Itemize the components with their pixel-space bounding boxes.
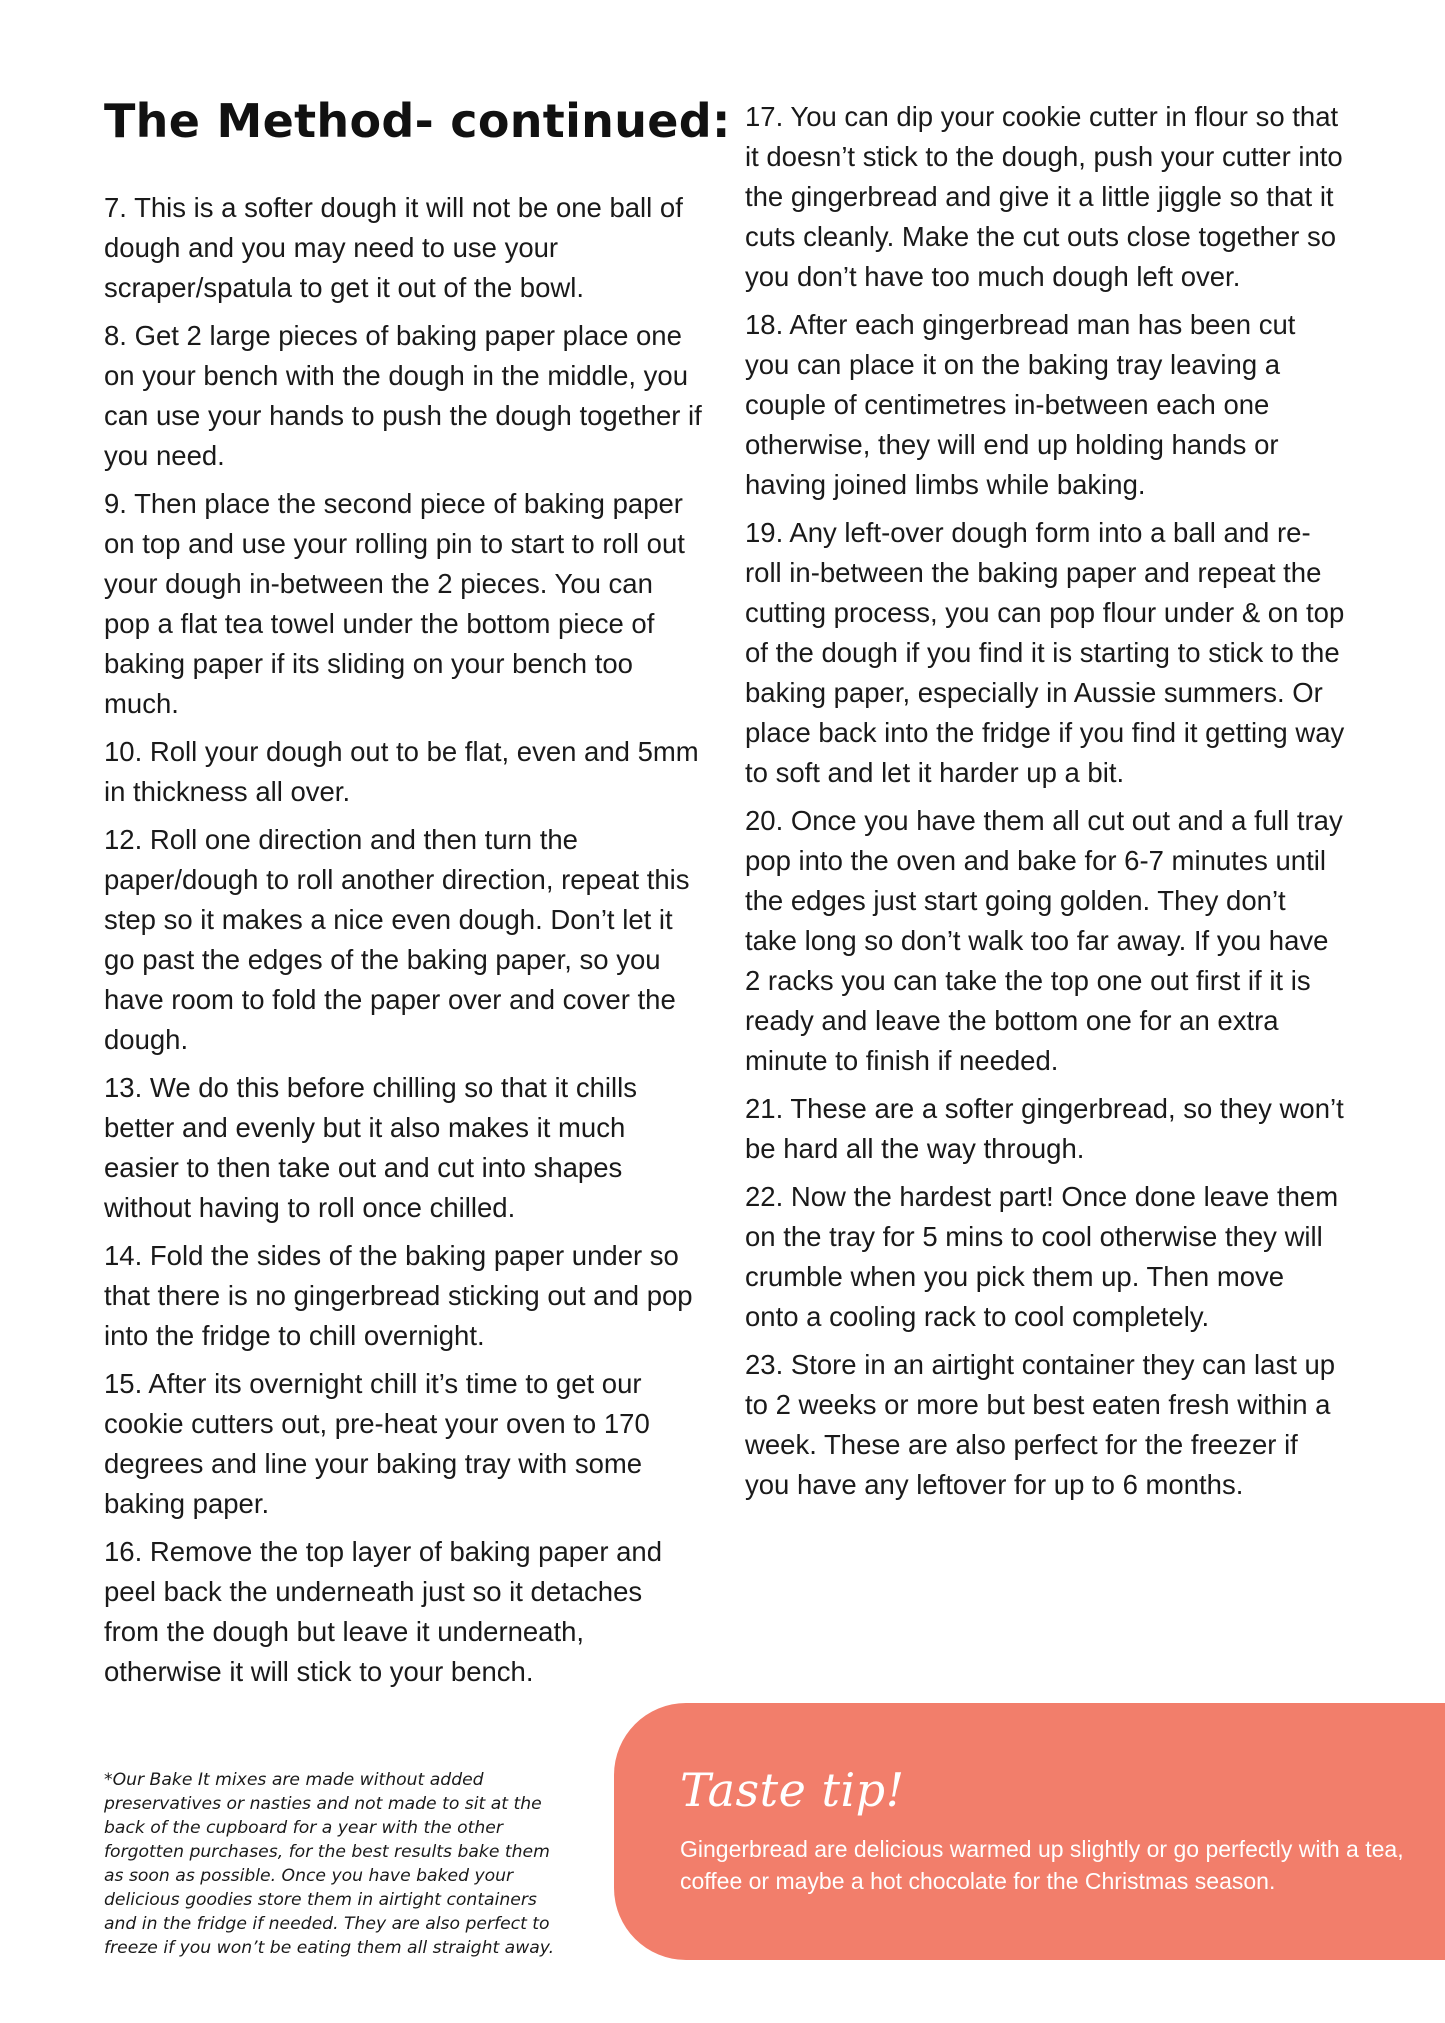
step-14: 14. Fold the sides of the baking paper under so that there is no gingerbread sticking out and pop into the fridge to chill overnight.: [104, 1240, 693, 1351]
footnote: *Our Bake It mixes are made without added preservatives or nasties and not made to sit at the back of the cupboard for a year with the other forgotten purchases, for the best results bake them as soon as possible. Once you have baked your delicious goodies store them in airtight containers and in the fridge if needed. They are also perfect to freeze if you won’t be eating them all straight away.: [104, 1770, 555, 1958]
step-15: 15. After its overnight chill it’s time to get our cookie cutters out, pre-heat your oven to 170 degrees and line your baking tray with some baking paper.: [104, 1368, 650, 1519]
step-21: 21. These are a softer gingerbread, so they won’t be hard all the way through.: [745, 1093, 1344, 1164]
step-10: 10. Roll your dough out to be flat, even and 5mm in thickness all over.: [104, 736, 699, 807]
taste-tip-text: Gingerbread are delicious warmed up slightly or go perfectly with a tea, coffee or maybe a hot chocolate for the Christmas season.: [680, 1836, 1404, 1894]
step-22: 22. Now the hardest part! Once done leave them on the tray for 5 mins to cool otherwise they will crumble when you pick them up. Then move onto a cooling rack to cool completely.: [745, 1181, 1339, 1332]
step-19: 19. Any left-over dough form into a ball and re-roll in-between the baking paper and repeat the cutting process, you can pop flour under & on top of the dough if you find it is starting to stick to the baking paper, especially in Aussie summers. Or place back into the fridge if you find it getting way to soft and let it harder up a bit.: [745, 517, 1345, 788]
step-17: 17. You can dip your cookie cutter in flour so that it doesn’t stick to the dough, push your cutter into the gingerbread and give it a little jiggle so that it cuts cleanly. Make the cut outs close together so you don’t have too much dough left over.: [745, 101, 1343, 292]
step-18: 18. After each gingerbread man has been cut you can place it on the baking tray leaving a couple of centimetres in-between each one otherwise, they will end up holding hands or having joined limbs while baking.: [745, 309, 1296, 500]
step-12: 12. Roll one direction and then turn the paper/dough to roll another direction, repeat this step so it makes a nice even dough. Don’t let it go past the edges of the baking paper, so you have room to fold the paper over and cover the dough.: [104, 824, 690, 1055]
taste-tip-title: Taste tip!: [680, 1763, 905, 1817]
step-16: 16. Remove the top layer of baking paper and peel back the underneath just so it detaches from the dough but leave it underneath, otherwise it will stick to your bench.: [104, 1536, 663, 1687]
step-7: 7. This is a softer dough it will not be one ball of dough and you may need to use your scraper/spatula to get it out of the bowl.: [104, 192, 683, 303]
taste-tip-box: [614, 1703, 1445, 1960]
step-23: 23. Store in an airtight container they can last up to 2 weeks or more but best eaten fresh within a week. These are also perfect for the freezer if you have any leftover for up to 6 months.: [745, 1349, 1336, 1500]
page-title: The Method- continued:: [104, 94, 731, 148]
step-9: 9. Then place the second piece of baking paper on top and use your rolling pin to start to roll out your dough in-between the 2 pieces. You can pop a flat tea towel under the bottom piece of baking paper if its sliding on your bench too much.: [104, 488, 685, 719]
step-20: 20. Once you have them all cut out and a full tray pop into the oven and bake for 6-7 minutes until the edges just start going golden. They don’t take long so don’t walk too far away. If you have 2 racks you can take the top one out first if it is ready and leave the bottom one for an extra minute to finish if needed.: [745, 805, 1343, 1076]
step-8: 8. Get 2 large pieces of baking paper place one on your bench with the dough in the middle, you can use your hands to push the dough together if you need.: [104, 320, 702, 471]
right-column: [745, 97, 1345, 1513]
step-13: 13. We do this before chilling so that it chills better and evenly but it also makes it much easier to then take out and cut into shapes without having to roll once chilled.: [104, 1072, 637, 1223]
left-column: [104, 188, 704, 1700]
